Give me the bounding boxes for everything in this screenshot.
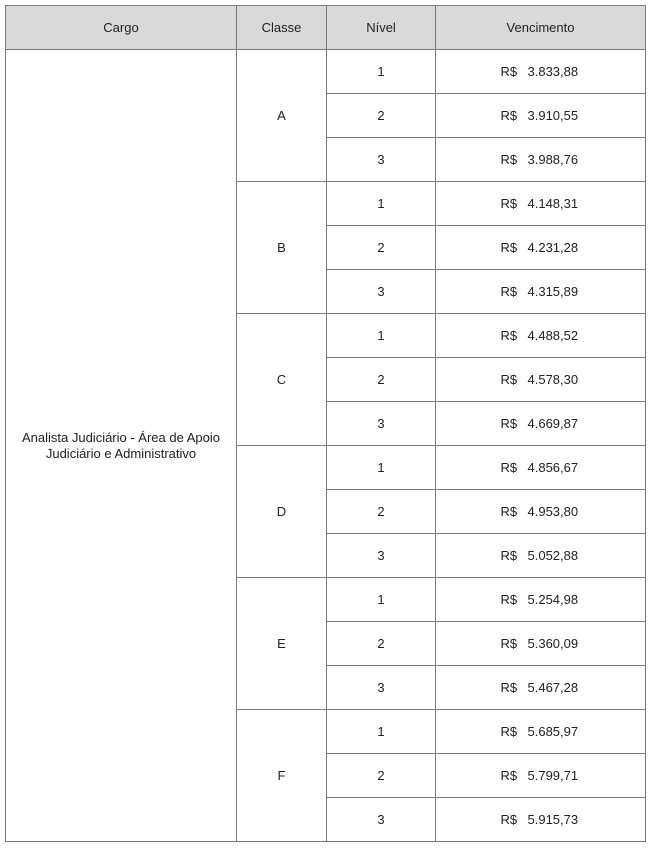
currency-symbol: R$: [500, 812, 518, 827]
money-value: [501, 152, 581, 167]
vencimento-cell: [436, 622, 646, 666]
money-value: [501, 372, 581, 387]
money-value: [501, 284, 581, 299]
header-cargo: Cargo: [6, 6, 237, 50]
amount: 4.231,28: [527, 240, 579, 255]
amount: 4.315,89: [527, 284, 579, 299]
header-vencimento: Vencimento: [436, 6, 646, 50]
amount: 5.052,88: [527, 548, 579, 563]
amount: 3.910,55: [527, 108, 579, 123]
currency-symbol: R$: [500, 64, 518, 79]
money-value: [501, 680, 581, 695]
nivel-cell: 2: [327, 94, 436, 138]
nivel-cell: 3: [327, 270, 436, 314]
nivel-cell: 2: [327, 490, 436, 534]
amount: 3.988,76: [527, 152, 579, 167]
money-value: [501, 636, 581, 651]
classe-cell: E: [237, 578, 327, 710]
amount: 5.915,73: [527, 812, 579, 827]
amount: 4.856,67: [527, 460, 579, 475]
currency-symbol: R$: [500, 548, 518, 563]
vencimento-cell: [436, 666, 646, 710]
header-nivel: Nível: [327, 6, 436, 50]
amount: 5.467,28: [527, 680, 579, 695]
nivel-cell: 1: [327, 50, 436, 94]
nivel-cell: 2: [327, 358, 436, 402]
table-body: [6, 50, 646, 842]
vencimento-cell: [436, 402, 646, 446]
vencimento-cell: [436, 754, 646, 798]
vencimento-cell: [436, 138, 646, 182]
currency-symbol: R$: [500, 196, 518, 211]
money-value: [501, 504, 581, 519]
amount: 5.685,97: [527, 724, 579, 739]
classe-cell: F: [237, 710, 327, 842]
vencimento-cell: [436, 358, 646, 402]
classe-cell: D: [237, 446, 327, 578]
currency-symbol: R$: [500, 636, 518, 651]
amount: 5.360,09: [527, 636, 579, 651]
vencimento-cell: [436, 534, 646, 578]
amount: 4.953,80: [527, 504, 579, 519]
currency-symbol: R$: [500, 284, 518, 299]
money-value: [501, 108, 581, 123]
amount: 4.578,30: [527, 372, 579, 387]
money-value: [501, 812, 581, 827]
amount: 4.488,52: [527, 328, 579, 343]
currency-symbol: R$: [500, 372, 518, 387]
vencimento-cell: [436, 94, 646, 138]
nivel-cell: 3: [327, 666, 436, 710]
currency-symbol: R$: [500, 108, 518, 123]
amount: 4.669,87: [527, 416, 579, 431]
nivel-cell: 1: [327, 710, 436, 754]
money-value: [501, 724, 581, 739]
currency-symbol: R$: [500, 724, 518, 739]
currency-symbol: R$: [500, 680, 518, 695]
money-value: [501, 416, 581, 431]
nivel-cell: 2: [327, 754, 436, 798]
currency-symbol: R$: [500, 416, 518, 431]
nivel-cell: 2: [327, 622, 436, 666]
money-value: [501, 328, 581, 343]
nivel-cell: 1: [327, 578, 436, 622]
money-value: [501, 64, 581, 79]
amount: 3.833,88: [527, 64, 579, 79]
amount: 5.799,71: [527, 768, 579, 783]
amount: 4.148,31: [527, 196, 579, 211]
nivel-cell: 3: [327, 798, 436, 842]
currency-symbol: R$: [500, 504, 518, 519]
classe-cell: A: [237, 50, 327, 182]
money-value: [501, 548, 581, 563]
nivel-cell: 3: [327, 534, 436, 578]
header-row: [6, 6, 646, 50]
currency-symbol: R$: [500, 152, 518, 167]
money-value: [501, 460, 581, 475]
nivel-cell: 1: [327, 314, 436, 358]
header-classe: Classe: [237, 6, 327, 50]
nivel-cell: 1: [327, 182, 436, 226]
vencimento-cell: [436, 270, 646, 314]
vencimento-cell: [436, 314, 646, 358]
nivel-cell: 2: [327, 226, 436, 270]
vencimento-cell: [436, 578, 646, 622]
classe-cell: B: [237, 182, 327, 314]
vencimento-cell: [436, 490, 646, 534]
table-header: [6, 6, 646, 50]
currency-symbol: R$: [500, 592, 518, 607]
nivel-cell: 3: [327, 138, 436, 182]
money-value: [501, 768, 581, 783]
vencimento-cell: [436, 182, 646, 226]
amount: 5.254,98: [527, 592, 579, 607]
vencimento-cell: [436, 446, 646, 490]
salary-table: [5, 5, 646, 842]
vencimento-cell: [436, 710, 646, 754]
money-value: [501, 240, 581, 255]
classe-cell: C: [237, 314, 327, 446]
table-row: [6, 50, 646, 94]
nivel-cell: 1: [327, 446, 436, 490]
vencimento-cell: [436, 226, 646, 270]
money-value: [501, 592, 581, 607]
currency-symbol: R$: [500, 328, 518, 343]
vencimento-cell: [436, 50, 646, 94]
currency-symbol: R$: [500, 240, 518, 255]
money-value: [501, 196, 581, 211]
cargo-cell: Analista Judiciário - Área de Apoio Judiciário e Administrativo: [6, 50, 237, 842]
currency-symbol: R$: [500, 768, 518, 783]
vencimento-cell: [436, 798, 646, 842]
nivel-cell: 3: [327, 402, 436, 446]
currency-symbol: R$: [500, 460, 518, 475]
